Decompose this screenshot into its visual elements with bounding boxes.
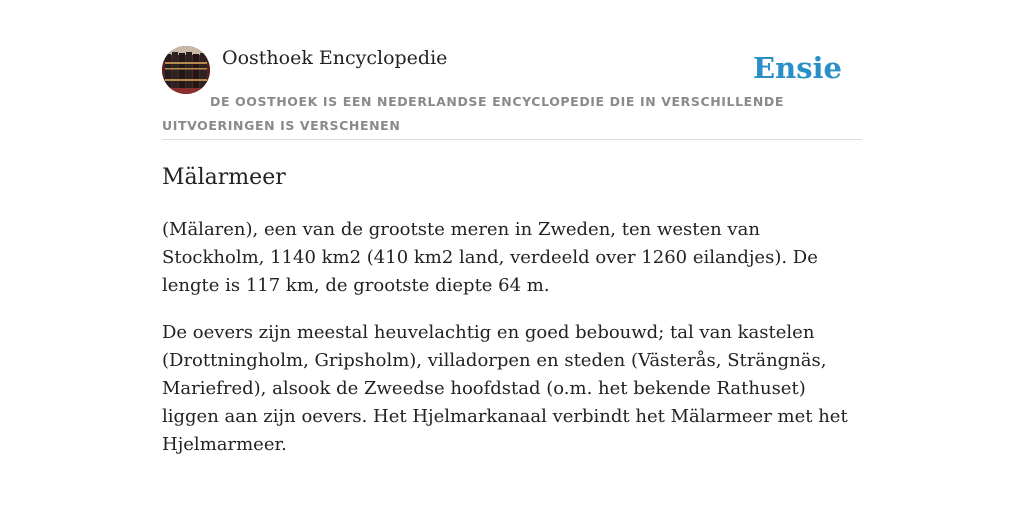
site-title[interactable]: Oosthoek Encyclopedie (222, 47, 448, 69)
site-header (162, 46, 862, 140)
article (162, 160, 862, 478)
article-title: Mälarmeer (162, 165, 286, 190)
site-tagline: DE OOSTHOEK IS EEN NEDERLANDSE ENCYCLOPEDIE DIE IN VERSCHILLENDE UITVOERINGEN IS VERSCHENEN (162, 94, 784, 133)
article-paragraph: De oevers zijn meestal heuvelachtig en goed bebouwd; tal van kastelen (Drottningholm, Gripsholm), villadorpen en steden (Västerås, Strängnäs, Mariefred), alsook de Zweedse hoofdstad (o.m. het bekende Rathuset) liggen aan zijn oevers. Het Hjelmarkanaal verbindt het Mälarmeer met het Hjelmarmeer. (162, 322, 848, 455)
brand-logo[interactable]: Ensie (753, 51, 842, 85)
article-paragraph: (Mälaren), een van de grootste meren in Zweden, ten westen van Stockholm, 1140 km2 (410 km2 land, verdeeld over 1260 eilandjes). De lengte is 117 km, de grootste diepte 64 m. (162, 219, 818, 296)
encyclopedia-books-icon[interactable] (162, 46, 210, 94)
